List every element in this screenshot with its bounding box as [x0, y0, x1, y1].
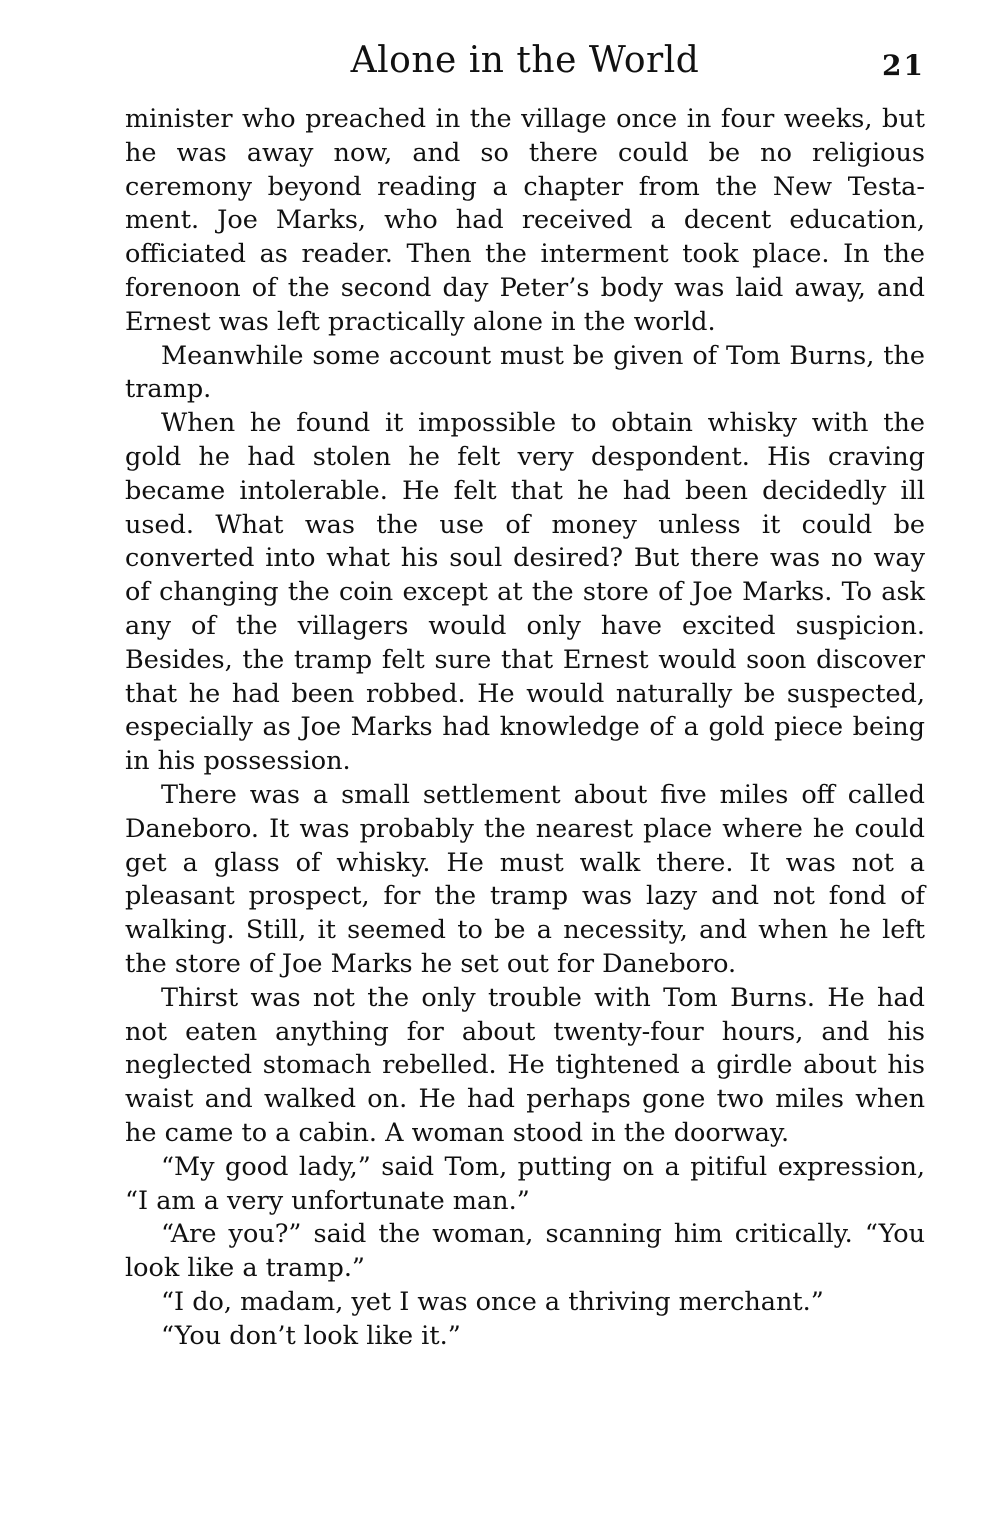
paragraph-continuation: minister who preached in the village once in four weeks, but he was away now, and so there could be no religious ceremony beyond reading a chapter from the New Testament. Joe Marks, who had received a decent education, officiated as reader. Then the interment took place. In the forenoon of the second day Peter’s body was laid away, and Ernest was left practically alone in the world.	[125, 104, 925, 337]
dialogue-paragraph: “My good lady,” said Tom, putting on a pitiful expression, “I am a very unfortunate man.”	[125, 1151, 925, 1216]
running-head	[125, 38, 925, 88]
paragraph: Meanwhile some account must be given of Tom Burns, the tramp.	[125, 340, 925, 405]
page-number: 21	[882, 49, 925, 82]
paragraph: Thirst was not the only trouble with Tom Burns. He had not eaten anything for about twenty-four hours, and his neglected stomach rebelled. He tightened a girdle about his waist and walked on. He had perhaps gone two miles when he came to a cabin. A woman stood in the doorway.	[125, 982, 925, 1148]
dialogue-paragraph: “You don’t look like it.”	[161, 1320, 461, 1351]
paragraph: There was a small settlement about five miles off called Daneboro. It was probably the nearest place where he could get a glass of whisky. He must walk there. It was not a pleasant prospect, for the tramp was lazy and not fond of walking. Still, it seemed to be a necessity, and when he left the store of Joe Marks he set out for Daneboro.	[125, 779, 925, 979]
dialogue-paragraph: “Are you?” said the woman, scanning him critically. “You look like a tramp.”	[125, 1219, 925, 1284]
body-text	[125, 103, 925, 1353]
running-title: Alone in the World	[350, 40, 700, 81]
paragraph: When he found it impossible to obtain whisky with the gold he had stolen he felt very despondent. His craving became intolerable. He felt that he had been decidedly ill used. What was the use of money unless it could be converted into what his soul desired? But there was no way of changing the coin except at the store of Joe Marks. To ask any of the villagers would only have excited suspicion. Besides, the tramp felt sure that Ernest would soon discover that he had been robbed. He would naturally be suspected, especially as Joe Marks had knowledge of a gold piece being in his possession.	[125, 408, 925, 777]
dialogue-paragraph: “I do, madam, yet I was once a thriving merchant.”	[161, 1286, 824, 1317]
